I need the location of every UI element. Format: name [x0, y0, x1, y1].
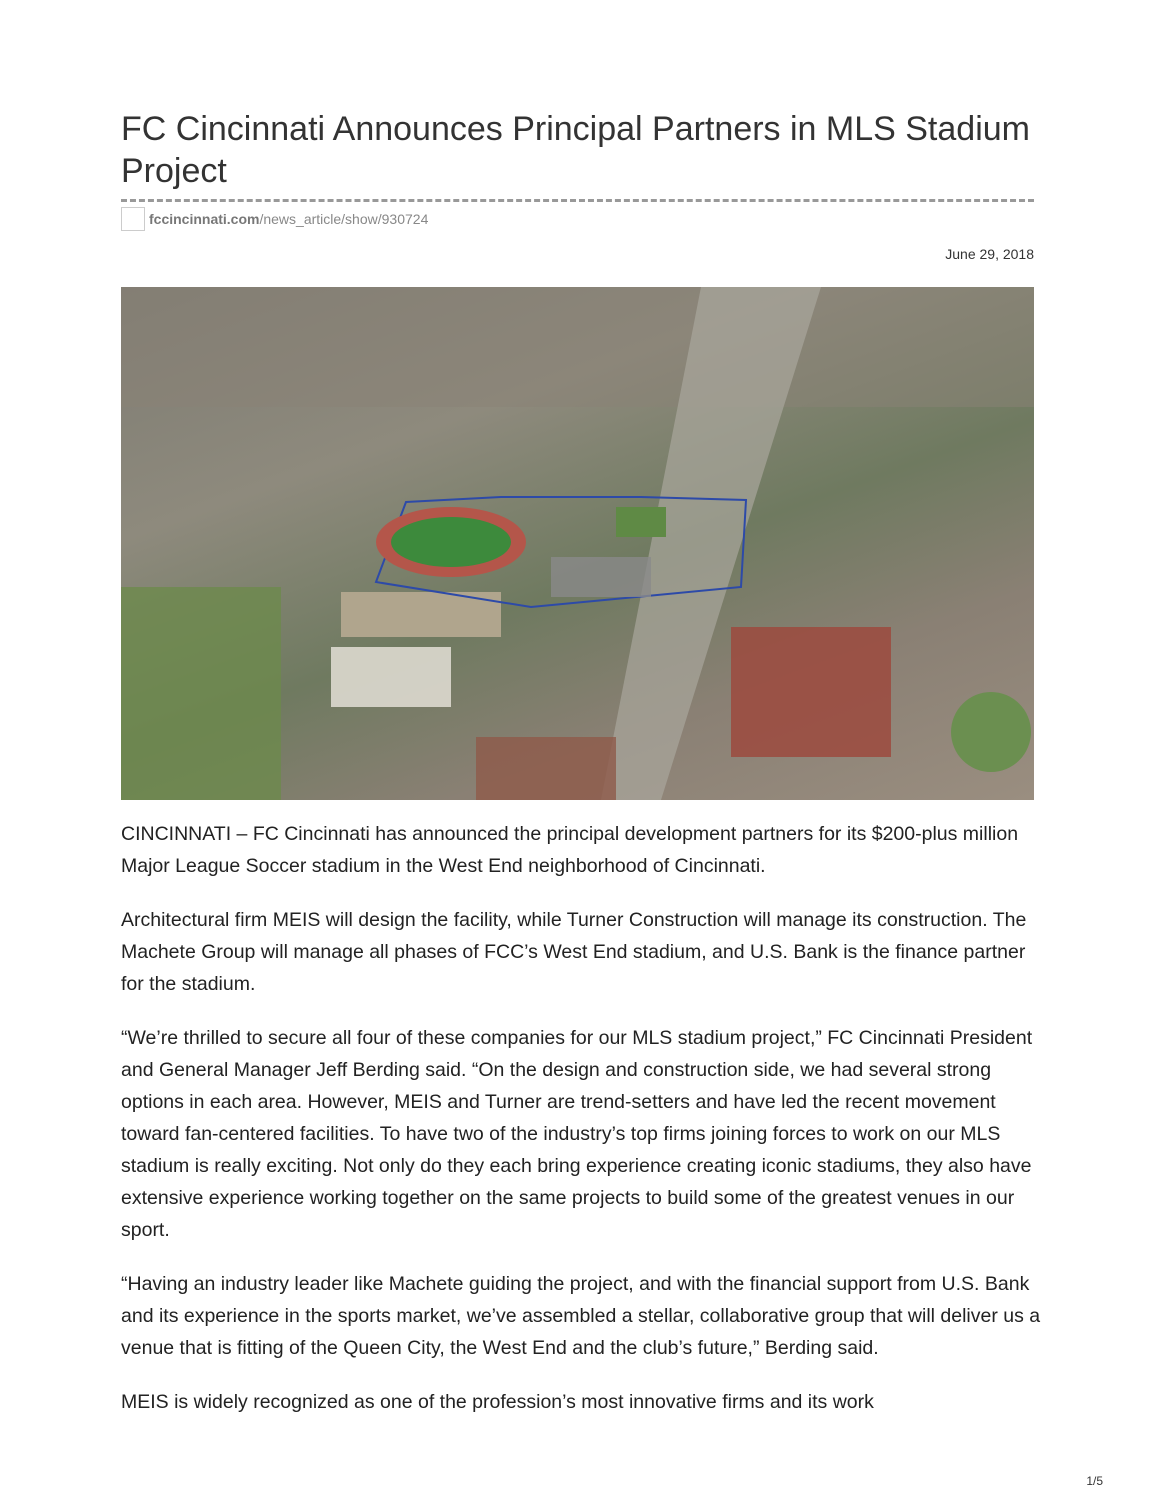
- paragraph: “Having an industry leader like Machete guiding the project, and with the financial support from U.S. Bank and its experience in the sports market, we’ve assembled a stellar, collaborative group that will deliver us a venue that is fitting of the Queen City, the West End and the club’s future,” Berding said.: [121, 1273, 1041, 1359]
- article-date: June 29, 2018: [945, 246, 1034, 262]
- dashed-divider: [121, 199, 1034, 202]
- article-body: [121, 818, 1041, 1440]
- source-domain: fccincinnati.com: [149, 211, 260, 227]
- paragraph: MEIS is widely recognized as one of the profession’s most innovative firms and its work: [121, 1391, 874, 1413]
- page-number: 1/5: [1086, 1474, 1103, 1488]
- source-link[interactable]: [121, 207, 428, 231]
- aerial-stadium-photo: [121, 287, 1034, 800]
- source-path: /news_article/show/930724: [259, 211, 429, 227]
- favicon-icon: [121, 207, 145, 231]
- paragraph: “We’re thrilled to secure all four of these companies for our MLS stadium project,” FC Cincinnati President and General Manager Jeff Berding said. “On the design and construction side, we had several strong options in each area. However, MEIS and Turner are trend-setters and have led the recent movement toward fan-centered facilities. To have two of the industry’s top firms joining forces to work on our MLS stadium is really exciting. Not only do they each bring experience creating iconic stadiums, they also have extensive experience working together on the same projects to build some of the greatest venues in our sport.: [121, 1027, 1033, 1241]
- paragraph: CINCINNATI – FC Cincinnati has announced the principal development partners for its $200-plus million Major League Soccer stadium in the West End neighborhood of Cincinnati.: [121, 823, 1019, 877]
- paragraph: Architectural firm MEIS will design the facility, while Turner Construction will manage its construction. The Machete Group will manage all phases of FCC’s West End stadium, and U.S. Bank is the finance partner for the stadium.: [121, 909, 1027, 995]
- article-title: FC Cincinnati Announces Principal Partners in MLS Stadium Project: [121, 110, 1030, 190]
